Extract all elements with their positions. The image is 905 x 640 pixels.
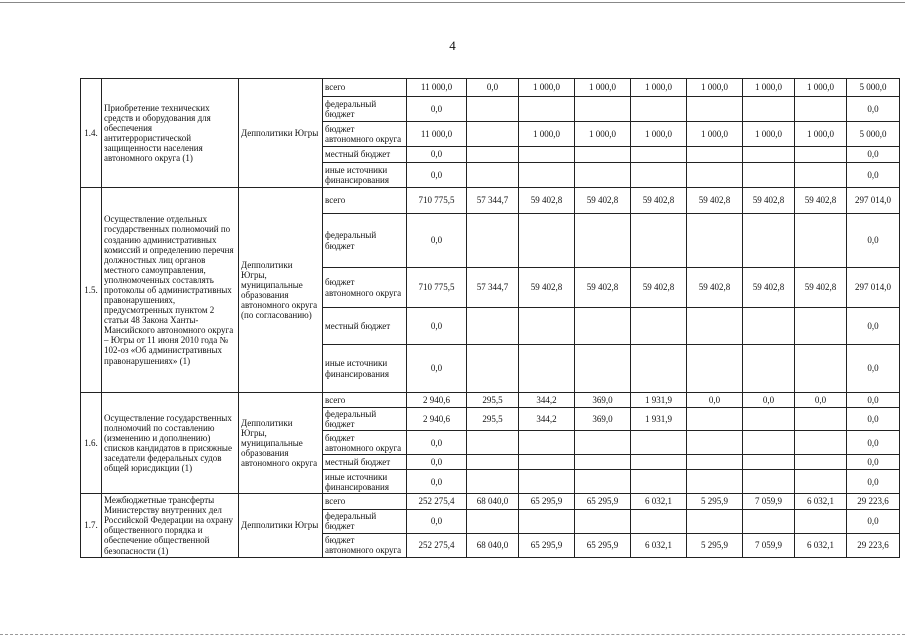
value-cell: 5 295,9: [687, 533, 743, 557]
value-cell: [743, 408, 795, 431]
value-cell: 369,0: [575, 408, 631, 431]
value-cell: [687, 431, 743, 455]
value-cell: 0,0: [847, 97, 900, 122]
value-cell: 0,0: [847, 431, 900, 455]
value-cell: [575, 431, 631, 455]
value-cell: [631, 147, 687, 163]
funding-source: бюджет автономного округа: [323, 431, 407, 455]
value-cell: 5 000,0: [847, 79, 900, 97]
value-cell: 5 295,9: [687, 494, 743, 510]
value-cell: 0,0: [847, 308, 900, 345]
value-cell: [467, 431, 519, 455]
value-cell: [519, 97, 575, 122]
value-cell: [795, 408, 847, 431]
value-cell: [795, 214, 847, 268]
executor-cell: Депполитики Югры, муниципальные образования автономного округа (по согласованию): [239, 188, 323, 393]
value-cell: [519, 431, 575, 455]
value-cell: 1 000,0: [795, 122, 847, 147]
value-cell: [687, 97, 743, 122]
table-row: [81, 494, 900, 510]
value-cell: 0,0: [407, 509, 467, 533]
value-cell: 0,0: [847, 345, 900, 393]
funding-source: всего: [323, 188, 407, 214]
funding-source: бюджет автономного округа: [323, 122, 407, 147]
value-cell: 0,0: [743, 393, 795, 408]
value-cell: [575, 455, 631, 470]
value-cell: 59 402,8: [575, 188, 631, 214]
table-row: [81, 188, 900, 214]
value-cell: 1 000,0: [575, 79, 631, 97]
budget-table-body: [81, 79, 900, 558]
value-cell: 295,5: [467, 408, 519, 431]
budget-table: [80, 78, 900, 558]
value-cell: 65 295,9: [575, 494, 631, 510]
value-cell: 0,0: [407, 163, 467, 188]
value-cell: [467, 97, 519, 122]
value-cell: [467, 345, 519, 393]
value-cell: [795, 308, 847, 345]
value-cell: 0,0: [407, 470, 467, 494]
value-cell: 0,0: [847, 163, 900, 188]
value-cell: 1 000,0: [519, 122, 575, 147]
value-cell: [743, 308, 795, 345]
value-cell: [795, 147, 847, 163]
value-cell: 344,2: [519, 393, 575, 408]
value-cell: [631, 509, 687, 533]
funding-source: всего: [323, 494, 407, 510]
value-cell: [575, 308, 631, 345]
value-cell: 0,0: [847, 408, 900, 431]
value-cell: 59 402,8: [687, 268, 743, 308]
value-cell: 1 000,0: [631, 122, 687, 147]
value-cell: 710 775,5: [407, 188, 467, 214]
funding-source: федеральный бюджет: [323, 509, 407, 533]
value-cell: [687, 214, 743, 268]
value-cell: [519, 470, 575, 494]
funding-source: местный бюджет: [323, 147, 407, 163]
value-cell: [631, 308, 687, 345]
value-cell: 59 402,8: [519, 188, 575, 214]
funding-source: местный бюджет: [323, 455, 407, 470]
value-cell: 11 000,0: [407, 79, 467, 97]
value-cell: 1 000,0: [575, 122, 631, 147]
value-cell: 0,0: [847, 147, 900, 163]
value-cell: 59 402,8: [687, 188, 743, 214]
executor-cell: Депполитики Югры, муниципальные образования автономного округа: [239, 393, 323, 494]
value-cell: [687, 509, 743, 533]
value-cell: [467, 509, 519, 533]
funding-source: федеральный бюджет: [323, 408, 407, 431]
value-cell: [687, 470, 743, 494]
value-cell: 1 000,0: [795, 79, 847, 97]
value-cell: 710 775,5: [407, 268, 467, 308]
value-cell: [795, 345, 847, 393]
activity-description: Осуществление отдельных государственных полномочий по созданию административных комиссий и определению перечня должностных лиц органов местного самоуправления, уполномоченных составлять протоколы об административных правонарушениях, предусмотренных пунктом 2 статьи 48 Закона Ханты-Мансийского автономного округа – Югры от 11 июня 2010 года № 102-оз «Об административных правонарушениях» (1): [102, 188, 239, 393]
value-cell: 65 295,9: [519, 533, 575, 557]
value-cell: 6 032,1: [795, 494, 847, 510]
value-cell: 57 344,7: [467, 188, 519, 214]
value-cell: 252 275,4: [407, 533, 467, 557]
value-cell: [575, 214, 631, 268]
value-cell: [575, 147, 631, 163]
value-cell: [687, 455, 743, 470]
value-cell: [575, 345, 631, 393]
value-cell: [743, 431, 795, 455]
row-number: 1.4.: [81, 79, 102, 188]
value-cell: 68 040,0: [467, 533, 519, 557]
value-cell: 6 032,1: [631, 494, 687, 510]
value-cell: 0,0: [847, 214, 900, 268]
value-cell: [467, 308, 519, 345]
value-cell: [575, 470, 631, 494]
value-cell: [743, 455, 795, 470]
table-row: [81, 79, 900, 97]
value-cell: [575, 509, 631, 533]
value-cell: 0,0: [407, 455, 467, 470]
value-cell: 0,0: [407, 431, 467, 455]
value-cell: [467, 470, 519, 494]
value-cell: [519, 308, 575, 345]
value-cell: 57 344,7: [467, 268, 519, 308]
row-number: 1.6.: [81, 393, 102, 494]
value-cell: [687, 345, 743, 393]
value-cell: [795, 163, 847, 188]
value-cell: 1 000,0: [687, 79, 743, 97]
value-cell: 5 000,0: [847, 122, 900, 147]
funding-source: иные источники финансирования: [323, 163, 407, 188]
value-cell: 0,0: [467, 79, 519, 97]
activity-description: Межбюджетные трансферты Министерству внутренних дел Российской Федерации на охрану общественного порядка и обеспечение общественной безопасности (1): [102, 494, 239, 557]
value-cell: [743, 97, 795, 122]
funding-source: всего: [323, 393, 407, 408]
funding-source: иные источники финансирования: [323, 470, 407, 494]
value-cell: [519, 163, 575, 188]
value-cell: [519, 214, 575, 268]
value-cell: [687, 308, 743, 345]
value-cell: 7 059,9: [743, 533, 795, 557]
value-cell: 29 223,6: [847, 494, 900, 510]
funding-source: местный бюджет: [323, 308, 407, 345]
value-cell: [575, 163, 631, 188]
value-cell: 369,0: [575, 393, 631, 408]
value-cell: 295,5: [467, 393, 519, 408]
value-cell: [743, 147, 795, 163]
funding-source: бюджет автономного округа: [323, 533, 407, 557]
value-cell: 1 000,0: [687, 122, 743, 147]
row-number: 1.5.: [81, 188, 102, 393]
row-number: 1.7.: [81, 494, 102, 557]
value-cell: [467, 163, 519, 188]
value-cell: 0,0: [407, 308, 467, 345]
value-cell: 59 402,8: [743, 188, 795, 214]
value-cell: 59 402,8: [631, 188, 687, 214]
funding-source: иные источники финансирования: [323, 345, 407, 393]
value-cell: [795, 97, 847, 122]
value-cell: 68 040,0: [467, 494, 519, 510]
value-cell: [795, 431, 847, 455]
value-cell: [743, 509, 795, 533]
value-cell: 1 000,0: [631, 79, 687, 97]
value-cell: [743, 214, 795, 268]
value-cell: 0,0: [407, 147, 467, 163]
value-cell: 59 402,8: [631, 268, 687, 308]
value-cell: [631, 214, 687, 268]
value-cell: [467, 147, 519, 163]
value-cell: 0,0: [407, 345, 467, 393]
value-cell: 0,0: [847, 470, 900, 494]
value-cell: 65 295,9: [575, 533, 631, 557]
value-cell: 11 000,0: [407, 122, 467, 147]
value-cell: [631, 345, 687, 393]
value-cell: 252 275,4: [407, 494, 467, 510]
value-cell: [519, 509, 575, 533]
activity-description: Осуществление государственных полномочий по составлению (изменению и дополнению) списков кандидатов в присяжные заседатели федеральных судов общей юрисдикции (1): [102, 393, 239, 494]
funding-source: федеральный бюджет: [323, 97, 407, 122]
value-cell: 1 000,0: [743, 79, 795, 97]
value-cell: [687, 147, 743, 163]
value-cell: 6 032,1: [631, 533, 687, 557]
value-cell: 29 223,6: [847, 533, 900, 557]
value-cell: [631, 97, 687, 122]
value-cell: [467, 455, 519, 470]
value-cell: 1 931,9: [631, 408, 687, 431]
value-cell: [795, 509, 847, 533]
value-cell: [519, 345, 575, 393]
funding-source: федеральный бюджет: [323, 214, 407, 268]
value-cell: 1 000,0: [519, 79, 575, 97]
value-cell: [575, 97, 631, 122]
funding-source: бюджет автономного округа: [323, 268, 407, 308]
value-cell: 59 402,8: [795, 268, 847, 308]
value-cell: [519, 147, 575, 163]
value-cell: 59 402,8: [795, 188, 847, 214]
value-cell: 2 940,6: [407, 408, 467, 431]
value-cell: 0,0: [795, 393, 847, 408]
value-cell: [631, 455, 687, 470]
value-cell: 0,0: [847, 509, 900, 533]
value-cell: 297 014,0: [847, 268, 900, 308]
value-cell: [795, 470, 847, 494]
executor-cell: Депполитики Югры: [239, 494, 323, 557]
value-cell: 0,0: [847, 455, 900, 470]
value-cell: 344,2: [519, 408, 575, 431]
value-cell: [631, 431, 687, 455]
value-cell: 59 402,8: [519, 268, 575, 308]
table-row: [81, 393, 900, 408]
value-cell: [795, 455, 847, 470]
executor-cell: Депполитики Югры: [239, 79, 323, 188]
value-cell: 2 940,6: [407, 393, 467, 408]
value-cell: [631, 163, 687, 188]
value-cell: 297 014,0: [847, 188, 900, 214]
value-cell: 7 059,9: [743, 494, 795, 510]
funding-source: всего: [323, 79, 407, 97]
value-cell: 0,0: [687, 393, 743, 408]
value-cell: 1 931,9: [631, 393, 687, 408]
value-cell: 59 402,8: [743, 268, 795, 308]
value-cell: 65 295,9: [519, 494, 575, 510]
value-cell: [631, 470, 687, 494]
value-cell: [467, 214, 519, 268]
value-cell: 6 032,1: [795, 533, 847, 557]
value-cell: [743, 163, 795, 188]
page-number: 4: [449, 38, 456, 53]
value-cell: [743, 345, 795, 393]
value-cell: 59 402,8: [575, 268, 631, 308]
activity-description: Приобретение технических средств и оборудования для обеспечения антитеррористической защищенности населения автономного округа (1): [102, 79, 239, 188]
value-cell: [467, 122, 519, 147]
value-cell: [687, 408, 743, 431]
value-cell: 0,0: [407, 97, 467, 122]
value-cell: [743, 470, 795, 494]
top-border-line: [0, 2, 905, 3]
value-cell: 0,0: [407, 214, 467, 268]
value-cell: 0,0: [847, 393, 900, 408]
bottom-border-line: [0, 634, 905, 635]
value-cell: 1 000,0: [743, 122, 795, 147]
value-cell: [519, 455, 575, 470]
value-cell: [687, 163, 743, 188]
